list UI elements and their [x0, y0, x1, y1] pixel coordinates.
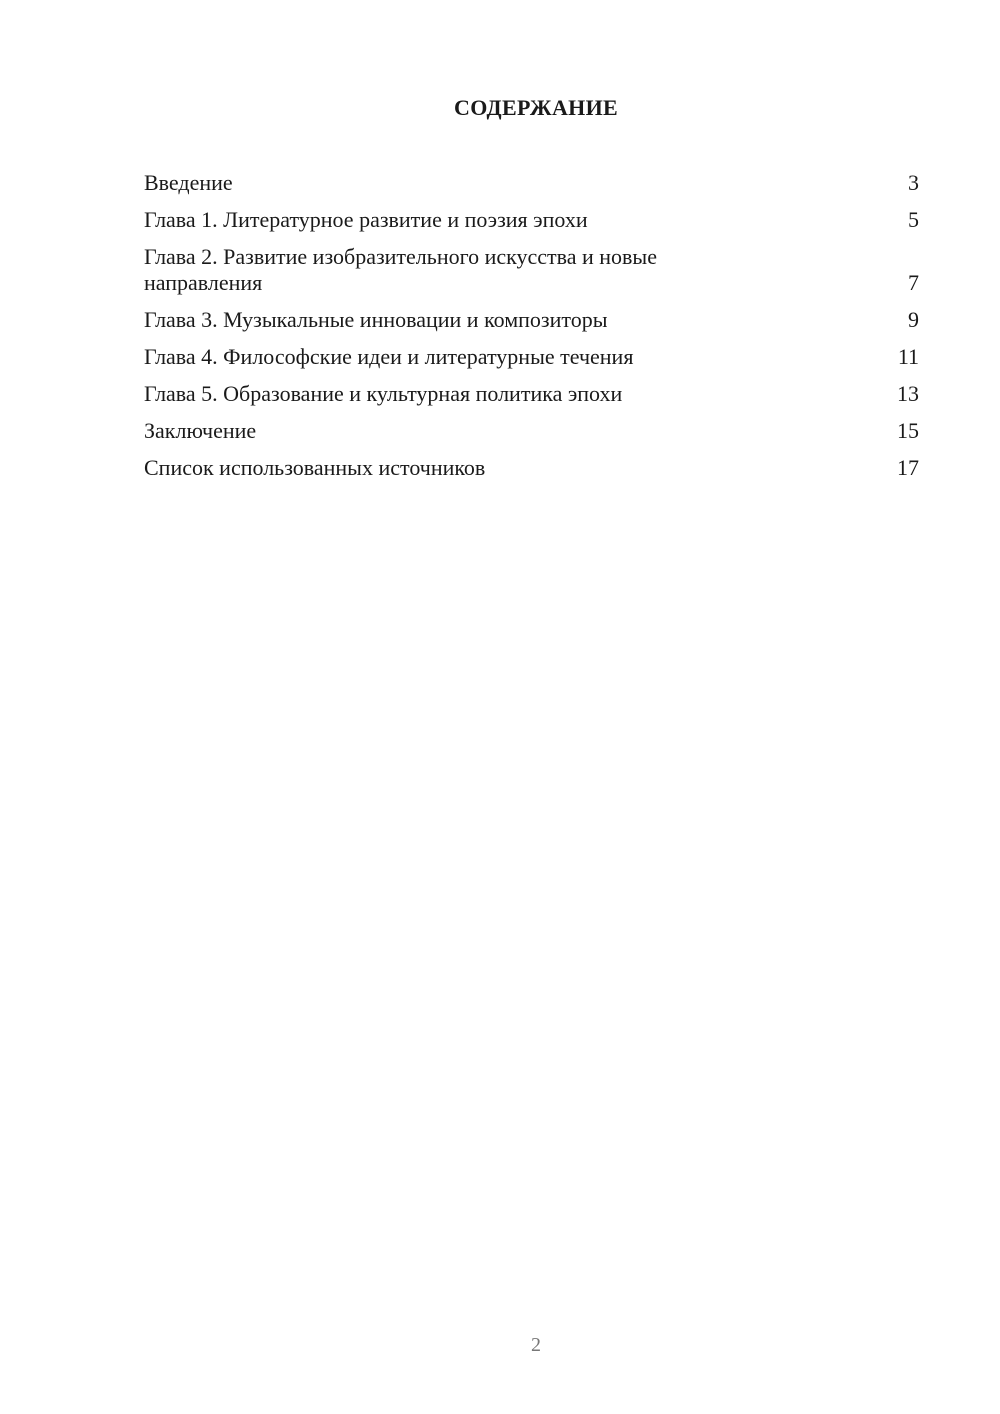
toc-entry-chapter-2 [144, 244, 919, 296]
toc-entry-label: Глава 5. Образование и культурная политика эпохи [144, 381, 623, 406]
toc-entry-chapter-3 [144, 307, 919, 333]
toc-entry-conclusion [144, 418, 919, 444]
toc-entry-page: 9 [908, 307, 919, 332]
toc-entry-label: Введение [144, 170, 233, 195]
toc-entry-chapter-4 [144, 344, 919, 370]
toc-entry-label: Глава 3. Музыкальные инновации и композиторы [144, 307, 608, 332]
toc-title: СОДЕРЖАНИЕ [454, 95, 618, 120]
toc-entry-chapter-5 [144, 381, 919, 407]
toc-entry-label: Список использованных источников [144, 455, 486, 480]
toc-entry-chapter-1 [144, 207, 919, 233]
toc-list [144, 170, 919, 492]
toc-entry-references [144, 455, 919, 481]
toc-entry-page: 11 [897, 344, 919, 369]
toc-entry-page: 7 [908, 270, 919, 295]
page-number: 2 [531, 1334, 541, 1356]
toc-entry-label: Глава 2. Развитие изобразительного искусства и новые направления [144, 244, 657, 295]
toc-entry-page: 3 [908, 170, 919, 195]
toc-entry-page: 15 [897, 418, 919, 443]
toc-entry-page: 13 [897, 381, 919, 406]
toc-entry-label: Заключение [144, 418, 257, 443]
toc-entry-introduction [144, 170, 919, 196]
toc-entry-page: 17 [897, 455, 919, 480]
toc-entry-page: 5 [908, 207, 919, 232]
toc-entry-label: Глава 1. Литературное развитие и поэзия эпохи [144, 207, 588, 232]
toc-entry-label: Глава 4. Философские идеи и литературные течения [144, 344, 634, 369]
